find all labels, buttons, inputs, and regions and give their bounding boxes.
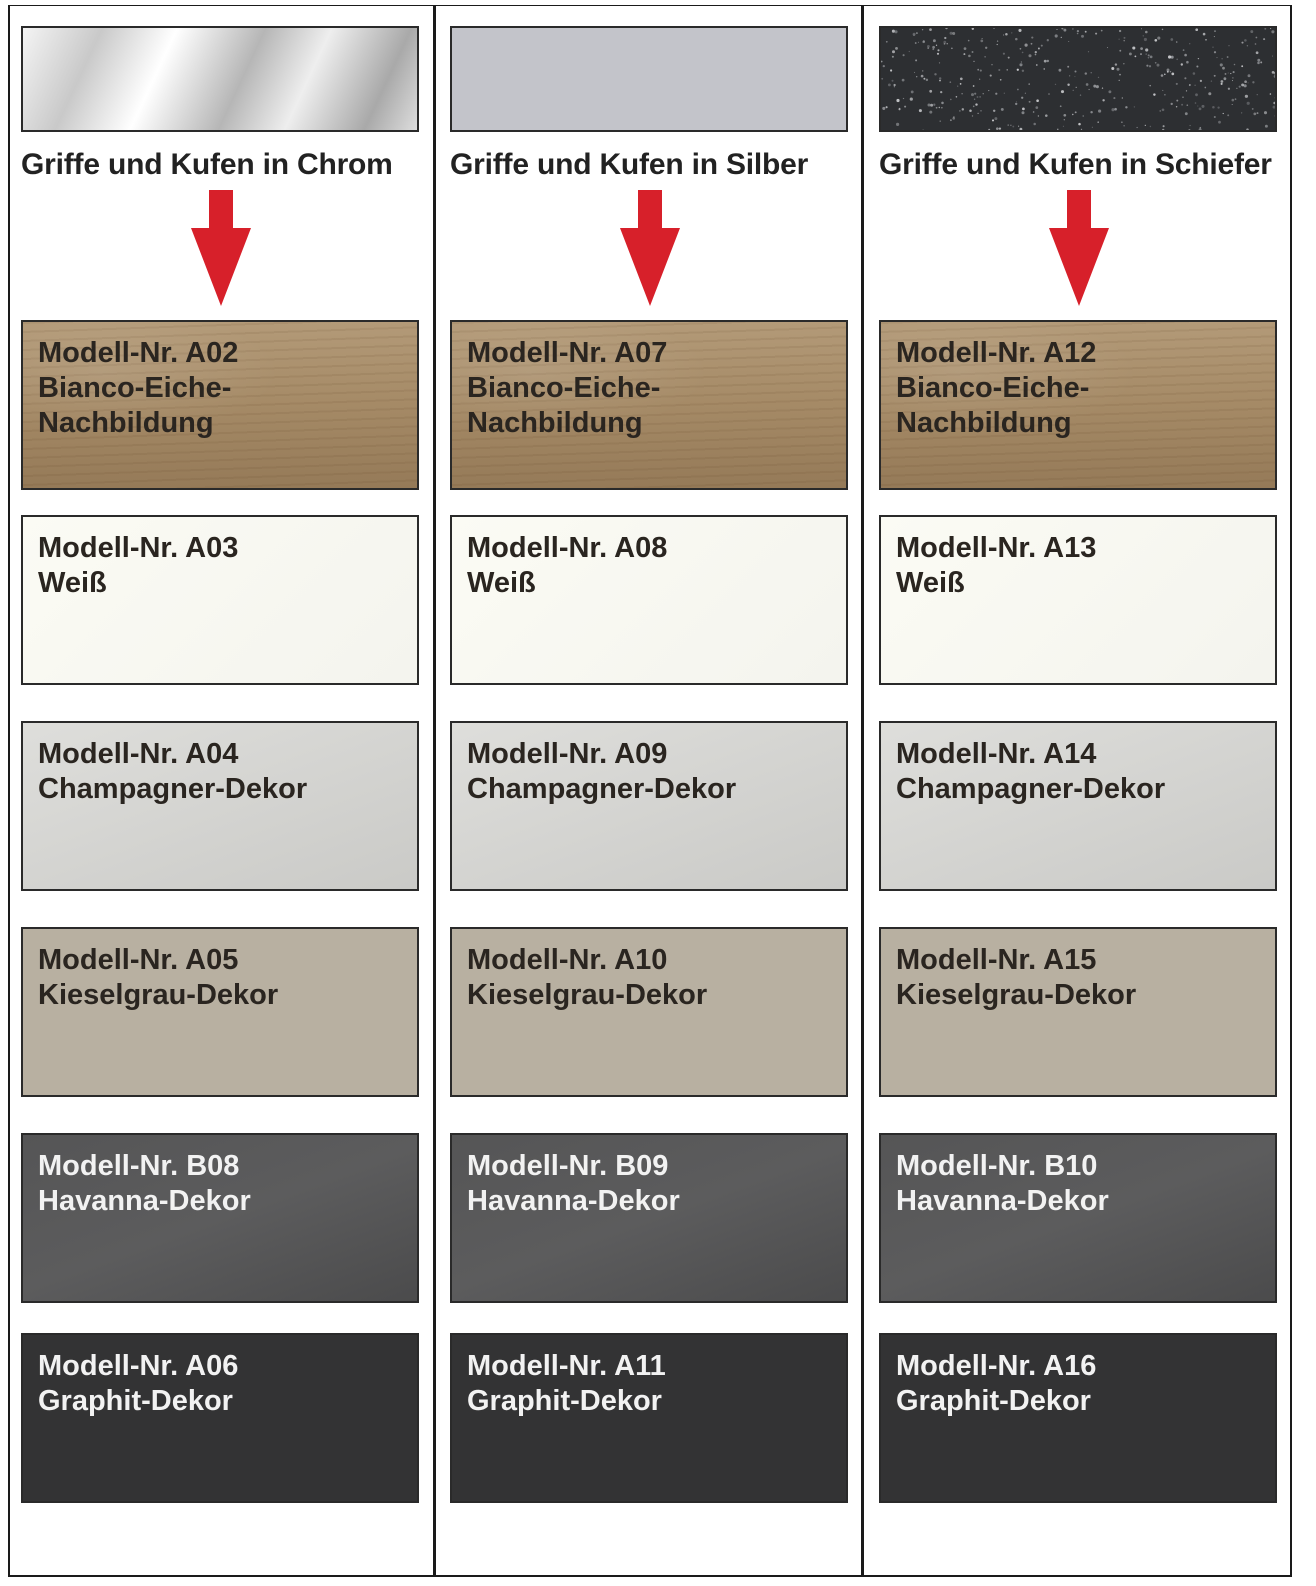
tile-caption xyxy=(467,737,736,807)
color-tile xyxy=(21,721,419,891)
color-name: Nachbildung xyxy=(896,407,1072,439)
tile-caption xyxy=(467,336,667,441)
color-tile xyxy=(450,515,848,685)
color-name: Champagner-Dekor xyxy=(467,773,737,805)
model-number: Modell-Nr. A07 xyxy=(467,337,668,369)
model-number: Modell-Nr. A04 xyxy=(38,738,239,770)
color-name: Nachbildung xyxy=(467,407,643,439)
tile-caption xyxy=(896,336,1096,441)
color-tile xyxy=(879,927,1277,1097)
color-name: Graphit-Dekor xyxy=(467,1385,662,1417)
column-divider xyxy=(433,5,436,1577)
tile-caption xyxy=(38,1349,238,1419)
model-number: Modell-Nr. B09 xyxy=(467,1150,669,1182)
tile-caption xyxy=(38,1149,251,1219)
color-tile xyxy=(450,1133,848,1303)
handle-finish-title: Griffe und Kufen in Chrom xyxy=(21,148,393,181)
model-number: Modell-Nr. A12 xyxy=(896,337,1097,369)
model-number: Modell-Nr. A13 xyxy=(896,532,1097,564)
model-number: Modell-Nr. A15 xyxy=(896,944,1097,976)
model-number: Modell-Nr. A16 xyxy=(896,1350,1097,1382)
color-tile xyxy=(879,515,1277,685)
tile-caption xyxy=(467,1349,666,1419)
model-number: Modell-Nr. A09 xyxy=(467,738,668,770)
model-number: Modell-Nr. B10 xyxy=(896,1150,1098,1182)
color-name: Bianco-Eiche- xyxy=(896,372,1090,404)
color-name: Kieselgrau-Dekor xyxy=(896,979,1137,1011)
color-tile xyxy=(879,320,1277,490)
arrow-down-icon xyxy=(620,190,680,306)
color-name: Weiß xyxy=(467,567,536,599)
tile-caption xyxy=(38,943,278,1013)
model-number: Modell-Nr. A08 xyxy=(467,532,668,564)
color-tile xyxy=(21,1133,419,1303)
color-name: Kieselgrau-Dekor xyxy=(467,979,708,1011)
color-name: Kieselgrau-Dekor xyxy=(38,979,279,1011)
color-tile xyxy=(879,1133,1277,1303)
color-tile xyxy=(450,927,848,1097)
arrow-down-icon xyxy=(1049,190,1109,306)
tile-caption xyxy=(38,737,307,807)
model-number: Modell-Nr. A03 xyxy=(38,532,239,564)
color-name: Bianco-Eiche- xyxy=(467,372,661,404)
color-name: Havanna-Dekor xyxy=(896,1185,1109,1217)
color-tile xyxy=(21,515,419,685)
color-tile xyxy=(450,320,848,490)
tile-caption xyxy=(896,1349,1096,1419)
tile-caption xyxy=(38,531,238,601)
color-tile xyxy=(21,1333,419,1503)
column-silber xyxy=(450,0,850,1586)
color-name: Champagner-Dekor xyxy=(896,773,1166,805)
tile-caption xyxy=(38,336,238,441)
model-number: Modell-Nr. A11 xyxy=(467,1350,666,1382)
tile-caption xyxy=(896,737,1165,807)
color-tile xyxy=(450,1333,848,1503)
column-schiefer xyxy=(879,0,1279,1586)
handle-finish-title: Griffe und Kufen in Schiefer xyxy=(879,148,1272,181)
color-tile xyxy=(21,927,419,1097)
color-name: Havanna-Dekor xyxy=(38,1185,251,1217)
color-tile xyxy=(879,1333,1277,1503)
model-number: Modell-Nr. B08 xyxy=(38,1150,240,1182)
color-name: Weiß xyxy=(896,567,965,599)
model-number: Modell-Nr. A06 xyxy=(38,1350,239,1382)
color-name: Havanna-Dekor xyxy=(467,1185,680,1217)
tile-caption xyxy=(467,943,707,1013)
color-name: Graphit-Dekor xyxy=(896,1385,1091,1417)
column-chrom xyxy=(21,0,421,1586)
color-tile xyxy=(21,320,419,490)
model-number: Modell-Nr. A10 xyxy=(467,944,668,976)
color-name: Champagner-Dekor xyxy=(38,773,308,805)
arrow-down-icon xyxy=(191,190,251,306)
model-number: Modell-Nr. A14 xyxy=(896,738,1097,770)
tile-caption xyxy=(896,1149,1109,1219)
color-name: Bianco-Eiche- xyxy=(38,372,232,404)
tile-caption xyxy=(896,943,1136,1013)
tile-caption xyxy=(467,1149,680,1219)
color-name: Nachbildung xyxy=(38,407,214,439)
color-tile xyxy=(450,721,848,891)
color-name: Graphit-Dekor xyxy=(38,1385,233,1417)
model-number: Modell-Nr. A02 xyxy=(38,337,239,369)
color-name: Weiß xyxy=(38,567,107,599)
handle-finish-title: Griffe und Kufen in Silber xyxy=(450,148,809,181)
column-divider xyxy=(861,5,864,1577)
tile-caption xyxy=(467,531,667,601)
color-tile xyxy=(879,721,1277,891)
handle-finish-swatch xyxy=(450,26,848,132)
handle-finish-swatch xyxy=(879,26,1277,132)
model-number: Modell-Nr. A05 xyxy=(38,944,239,976)
handle-finish-swatch xyxy=(21,26,419,132)
tile-caption xyxy=(896,531,1096,601)
